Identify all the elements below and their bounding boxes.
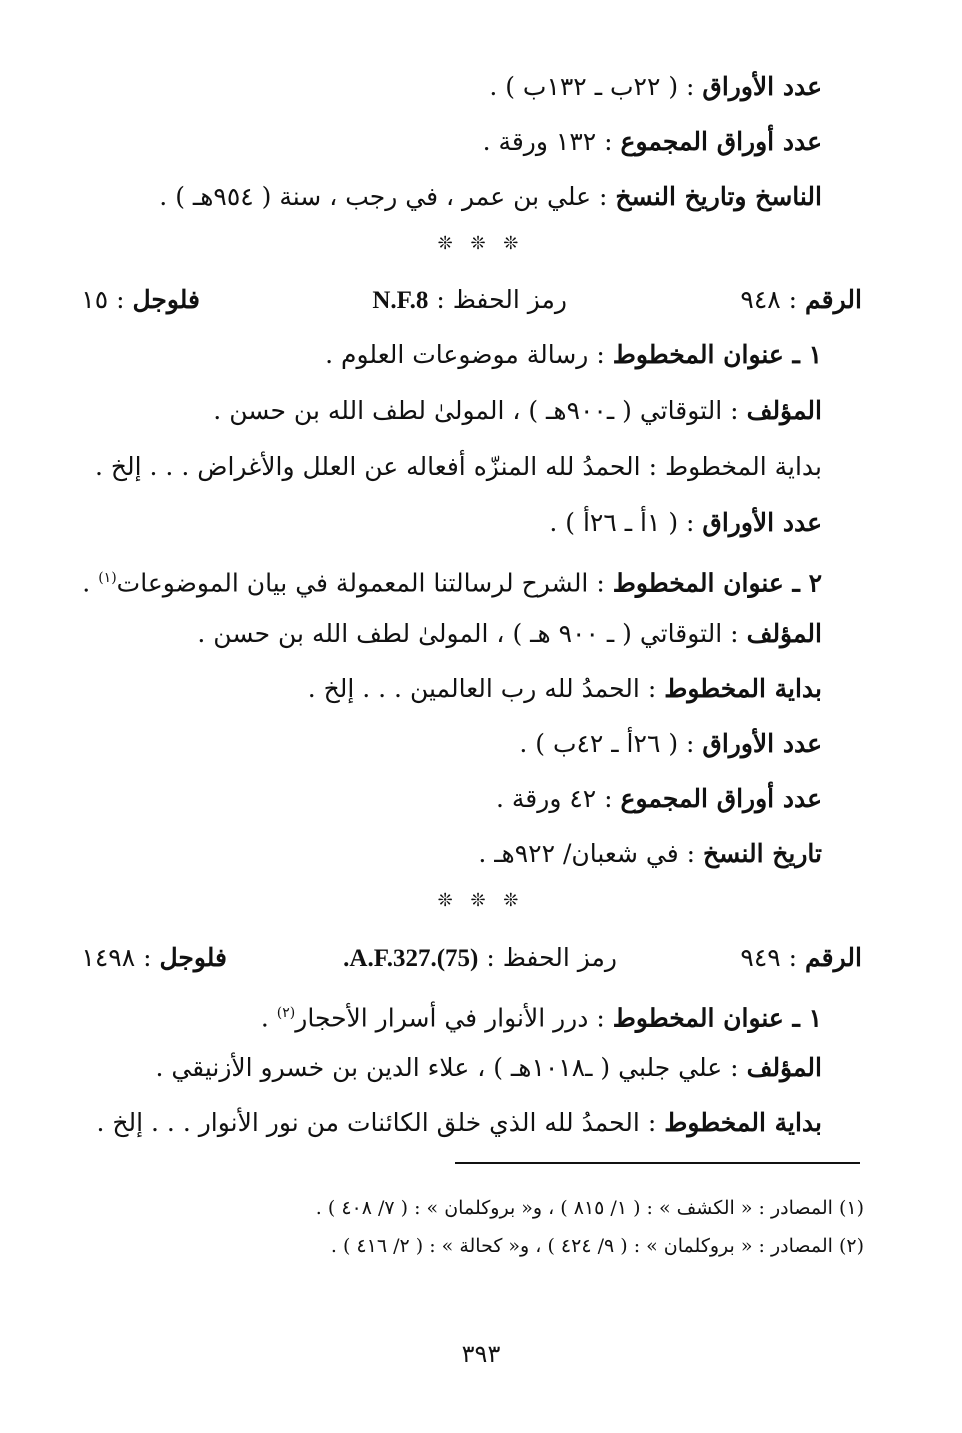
total-leaves-value: ١٣٢ ورقة . — [482, 127, 597, 156]
entry-948-header — [0, 283, 962, 317]
footnote-rule — [455, 1162, 860, 1164]
copyist-value: علي بن عمر ، في رجب ، سنة ( ٩٥٤هـ ) . — [159, 182, 592, 211]
copyist-line: الناسخ وتاريخ النسخ : علي بن عمر ، في رجب ، سنة ( ٩٥٤هـ ) . — [159, 182, 822, 211]
entry-number: الرقم : ٩٤٩ — [740, 943, 862, 972]
shelf-mark: رمز الحفظ : A.F.327.(75). — [343, 943, 617, 972]
item1-title-line: ١ ـ عنوان المخطوط : رسالة موضوعات العلوم . — [325, 340, 822, 369]
item1-author-line: المؤلف : التوقاتي ( ـ٩٠٠هـ ) ، المولىٰ لطف الله بن حسن . — [213, 396, 822, 425]
copyist-label: الناسخ وتاريخ النسخ — [615, 182, 822, 211]
footnote-ref-2[interactable]: (٢) — [276, 1005, 296, 1021]
total-leaves-label: عدد أوراق المجموع — [620, 127, 822, 156]
item2-author-line: المؤلف : التوقاتي ( ـ ٩٠٠ هـ ) ، المولىٰ لطف الله بن حسن . — [197, 619, 822, 648]
leaves-value: ( ٢٢ب ـ ١٣٢ب ) . — [489, 72, 679, 101]
entry-949-author-line: المؤلف : علي جلبي ( ـ١٠١٨هـ ) ، علاء الدين بن خسرو الأزنيقي . — [155, 1053, 822, 1082]
leaves-label: عدد الأوراق — [702, 72, 822, 101]
section-separator-2: ❊ ❊ ❊ — [437, 890, 525, 911]
entry-948-copy-date-line: تاريخ النسخ : في شعبان/ ٩٢٢هـ . — [478, 839, 822, 868]
item1-leaves-line: عدد الأوراق : ( ١أ ـ ٢٦أ ) . — [549, 508, 822, 537]
entry-949-title-line: ١ ـ عنوان المخطوط : درر الأنوار في أسرار الأحجار$^{(٢)}$ . — [260, 1003, 822, 1033]
entry-949-incipit-line: بداية المخطوط : الحمدُ لله الذي خلق الكائنات من نور الأنوار . . . إلخ . — [96, 1108, 822, 1137]
entry-949-header — [0, 941, 962, 975]
total-leaves-line: عدد أوراق المجموع : ١٣٢ ورقة . — [482, 127, 822, 156]
item2-incipit-line: بداية المخطوط : الحمدُ لله رب العالمين . . . إلخ . — [307, 674, 822, 703]
item2-title-line: ٢ ـ عنوان المخطوط : الشرح لرسالتنا المعمولة في بيان الموضوعات$^{(١)}$ . — [82, 568, 822, 598]
page-number: ٣٩٣ — [461, 1340, 501, 1368]
leaves-line: عدد الأوراق : ( ٢٢ب ـ ١٣٢ب ) . — [489, 72, 822, 101]
footnote-2: (٢) المصادر : « بروكلمان » : ( ٩/ ٤٢٤ ) ، و« كحالة » : ( ٢/ ٤١٦ ) . — [330, 1235, 864, 1257]
footnote-1: (١) المصادر : « الكشف » : ( ١/ ٨١٥ ) ، و« بروكلمان » : ( ٧/ ٤٠٨ ) . — [315, 1197, 864, 1219]
shelf-mark: رمز الحفظ : N.F.8 — [372, 285, 567, 314]
flugel-number: فلوجل : ١٥ — [81, 285, 200, 314]
entry-948-total-leaves-line: عدد أوراق المجموع : ٤٢ ورقة . — [496, 784, 822, 813]
flugel-number: فلوجل : ١٤٩٨ — [81, 943, 227, 972]
section-separator: ❊ ❊ ❊ — [437, 233, 525, 254]
item2-leaves-line: عدد الأوراق : ( ٢٦أ ـ ٤٢ب ) . — [519, 729, 822, 758]
entry-number: الرقم : ٩٤٨ — [740, 285, 862, 314]
footnote-ref-1[interactable]: (١) — [98, 570, 117, 586]
item1-incipit-line: بداية المخطوط : الحمدُ لله المنزّه أفعاله عن العلل والأغراض . . . إلخ . — [95, 452, 822, 481]
